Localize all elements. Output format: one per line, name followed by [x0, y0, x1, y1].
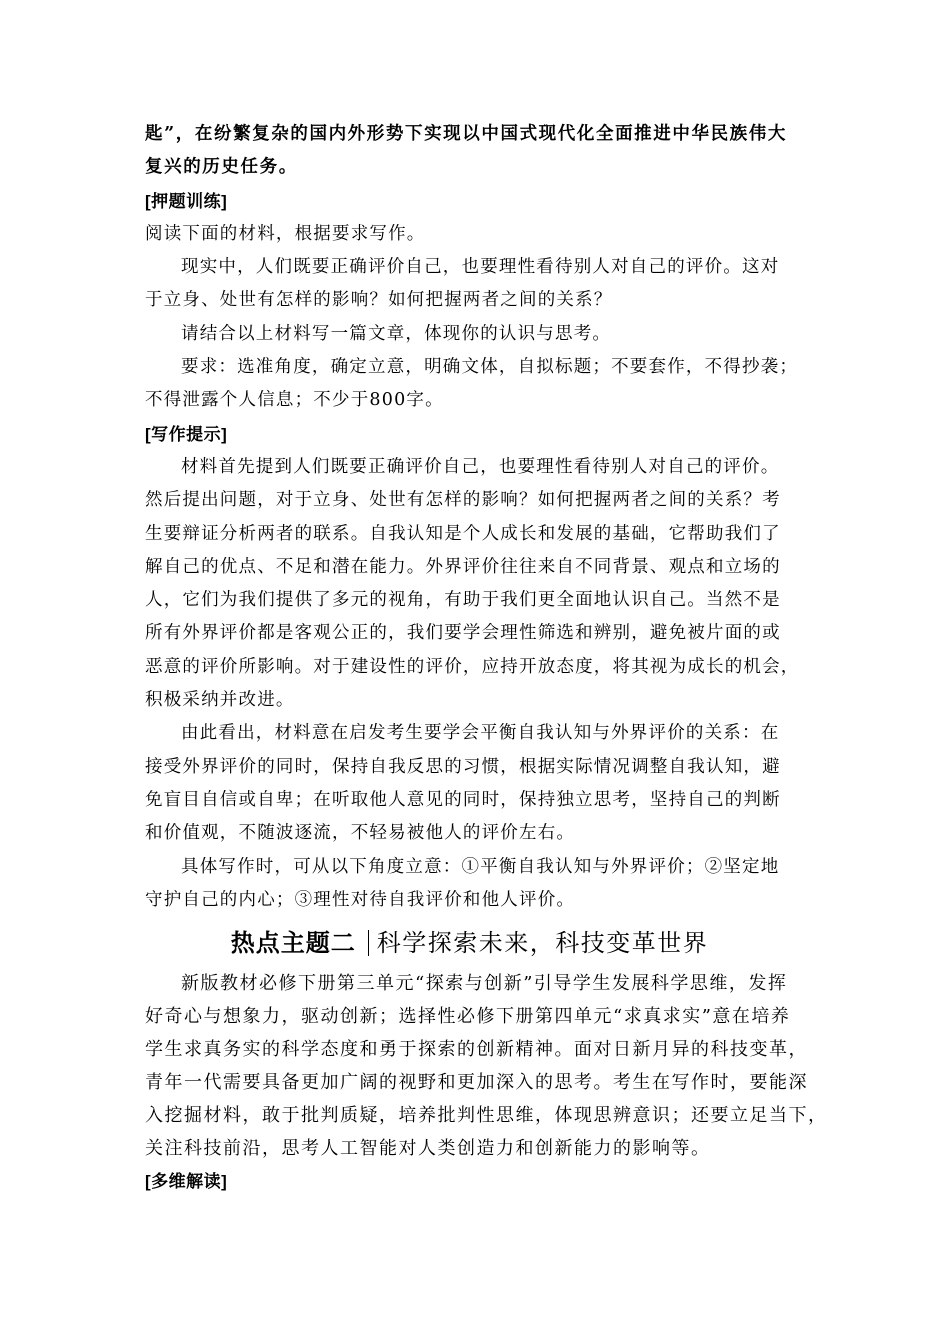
topic-intro-line-6: 关注科技前沿，思考人工智能对人类创造力和创新能力的影响等。	[145, 1138, 711, 1160]
multi-reading-label: [多维解读]	[145, 1172, 228, 1192]
topic-intro-line-3: 学生求真务实的科学态度和勇于探索的创新精神。面对日新月异的科技变革，	[145, 1039, 808, 1061]
tips-p1-line-3: 生要辩证分析两者的联系。自我认知是个人成长和发展的基础，它帮助我们了	[145, 523, 781, 544]
writing-tips-label: [写作提示]	[145, 424, 228, 444]
tips-p2-line-1: 由此看出，材料意在启发考生要学会平衡自我认知与外界评价的关系：在	[181, 723, 780, 744]
tips-p1-line-1: 材料首先提到人们既要正确评价自己，也要理性看待别人对自己的评价。	[181, 456, 780, 477]
topic-intro-line-2: 好奇心与想象力，驱动创新；选择性必修下册第四单元“求真求实”意在培养	[145, 1006, 791, 1028]
tips-p3-line-1: 具体写作时，可从以下角度立意：①平衡自我认知与外界评价；②坚定地	[181, 856, 780, 877]
topic-intro-line-1: 新版教材必修下册第三单元“探索与创新”引导学生发展科学思维，发挥	[181, 973, 788, 995]
topic-intro-line-5: 入挖掘材料，敢于批判质疑，培养批判性思维，体现思辨意识；还要立足当下，	[145, 1105, 828, 1127]
material-line-2: 于立身、处世有怎样的影响？如何把握两者之间的关系？	[145, 290, 613, 311]
tips-p1-line-5: 人，它们为我们提供了多元的视角，有助于我们更全面地认识自己。当然不是	[145, 590, 781, 611]
topic-intro-line-4: 青年一代需要具备更加广阔的视野和更加深入的思考。考生在写作时，要能深	[145, 1072, 808, 1094]
requirement-line-1: 要求：选准角度，确定立意，明确文体，自拟标题；不要套作，不得抄袭；	[181, 357, 799, 378]
tips-p2-line-2: 接受外界评价的同时，保持自我反思的习惯，根据实际情况调整自我认知，避	[145, 756, 781, 777]
tips-p1-line-7: 恶意的评价所影响。对于建设性的评价，应持开放态度，将其视为成长的机会，	[145, 656, 800, 677]
material-line-1: 现实中，人们既要正确评价自己，也要理性看待别人对自己的评价。这对	[181, 257, 780, 278]
document-page	[145, 118, 828, 1198]
prompt-text: 请结合以上材料写一篇文章，体现你的认识与思考。	[181, 323, 612, 344]
tips-p1-line-6: 所有外界评价都是客观公正的，我们要学会理性筛选和辨别，避免被片面的或	[145, 623, 781, 644]
tips-p2-line-3: 免盲目自信或自卑；在听取他人意见的同时，保持独立思考，坚持自己的判断	[145, 789, 781, 810]
tips-p3-line-2: 守护自己的内心；③理性对待自我评价和他人评价。	[145, 889, 576, 910]
topic-two-title: 科学探索未来，科技变革世界	[376, 929, 709, 958]
topic-two-label: 热点主题二	[230, 929, 356, 958]
instruction-text: 阅读下面的材料，根据要求写作。	[145, 223, 426, 244]
tips-p1-line-2: 然后提出问题，对于立身、处世有怎样的影响？如何把握两者之间的关系？考	[145, 490, 781, 511]
tips-p1-line-4: 解自己的优点、不足和潜在能力。外界评价往往来自不同背景、观点和立场的	[145, 556, 781, 577]
top-paragraph-line-1: 匙”，在纷繁复杂的国内外形势下实现以中国式现代化全面推进中华民族伟大	[145, 124, 787, 144]
topic-divider	[368, 930, 369, 956]
top-paragraph-line-2: 复兴的历史任务。	[145, 157, 298, 178]
tips-p1-line-8: 积极采纳并改进。	[145, 690, 295, 711]
requirement-line-2: 不得泄露个人信息；不少于800字。	[145, 390, 444, 411]
topic-two-heading	[137, 925, 802, 961]
press-training-label: [押题训练]	[145, 191, 228, 211]
tips-p2-line-4: 和价值观，不随波逐流，不轻易被他人的评价左右。	[145, 823, 576, 844]
